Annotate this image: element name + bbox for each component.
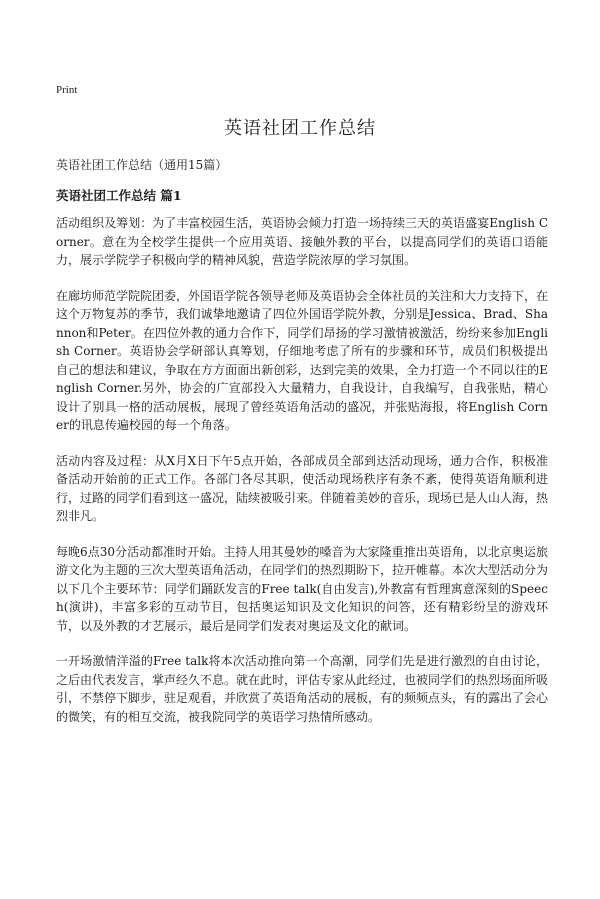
paragraph: 活动内容及过程：从X月X日下午5点开始，各部成员全部到达活动现场，通力合作，积极准备活动开始前的正式工作。各部门各尽其职，使活动现场秩序有条不紊，使得英语角顺利进行，过路的同学们看到这一盛况，陆续被吸引来。伴随着美妙的音乐，现场已是人山人海，热烈非凡。	[56, 453, 549, 523]
paragraph: 在廊坊师范学院院团委，外国语学院各领导老师及英语协会全体社员的关注和大力支持下，在这个万物复苏的季节，我们诚挚地邀请了四位外国语学院外教，分别是Jessica、Brad、Shannon和Peter。在四位外教的通力合作下，同学们昂扬的学习激情被激活，纷纷来参加English Corner。英语协会学研部认真筹划，仔细地考虑了所有的步骤和环节，成员们积极提出自己的想法和建议，争取在方方面面出新创彩，达到完美的效果，全力打造一个不同以往的English Corner.另外，协会的广宣部投入大量精力，自我设计，自我编写，自我张贴，精心设计了别具一格的活动展板，展现了曾经英语角活动的盛况，并张贴海报，将English Corner的讯息传遍校园的每一个角落。	[56, 288, 549, 432]
paragraph: 一开场激情洋溢的Free talk将本次活动推向第一个高潮，同学们先是进行激烈的自由讨论，之后由代表发言，掌声经久不息。就在此时，评估专家从此经过，也被同学们的热烈场面所吸引，不禁停下脚步，驻足观看，并欣赏了英语角活动的展板，有的频频点头，有的露出了会心的微笑，有的相互交流，被我院同学的英语学习热情所感动。	[56, 654, 549, 724]
page-title: 英语社团工作总结	[224, 118, 376, 139]
paragraph: 每晚6点30分活动都准时开始。主持人用其曼妙的嗓音为大家隆重推出英语角，以北京奥运旅游文化为主题的三次大型英语角活动，在同学们的热烈期盼下，拉开帷幕。本次大型活动分为以下几个主要环节：同学们踊跃发言的Free talk(自由发言),外教富有哲理寓意深刻的Speech(演讲)，丰富多彩的互动节目，包括奥运知识及文化知识的问答，还有精彩纷呈的游戏环节，以及外教的才艺展示，最后是同学们发表对奥运及文化的献词。	[56, 544, 549, 633]
print-link[interactable]: Print	[56, 84, 78, 96]
article-body	[56, 214, 548, 743]
paragraph: 活动组织及筹划：为了丰富校园生活，英语协会倾力打造一场持续三天的英语盛宴English Corner。意在为全校学生提供一个应用英语、接触外教的平台，以提高同学们的英语口语能力，展示学院学子积极向学的精神风貌，营造学院浓厚的学习氛围。	[56, 216, 548, 267]
document-subtitle: 英语社团工作总结（通用15篇）	[56, 158, 228, 172]
section-heading: 英语社团工作总结 篇1	[56, 188, 182, 203]
